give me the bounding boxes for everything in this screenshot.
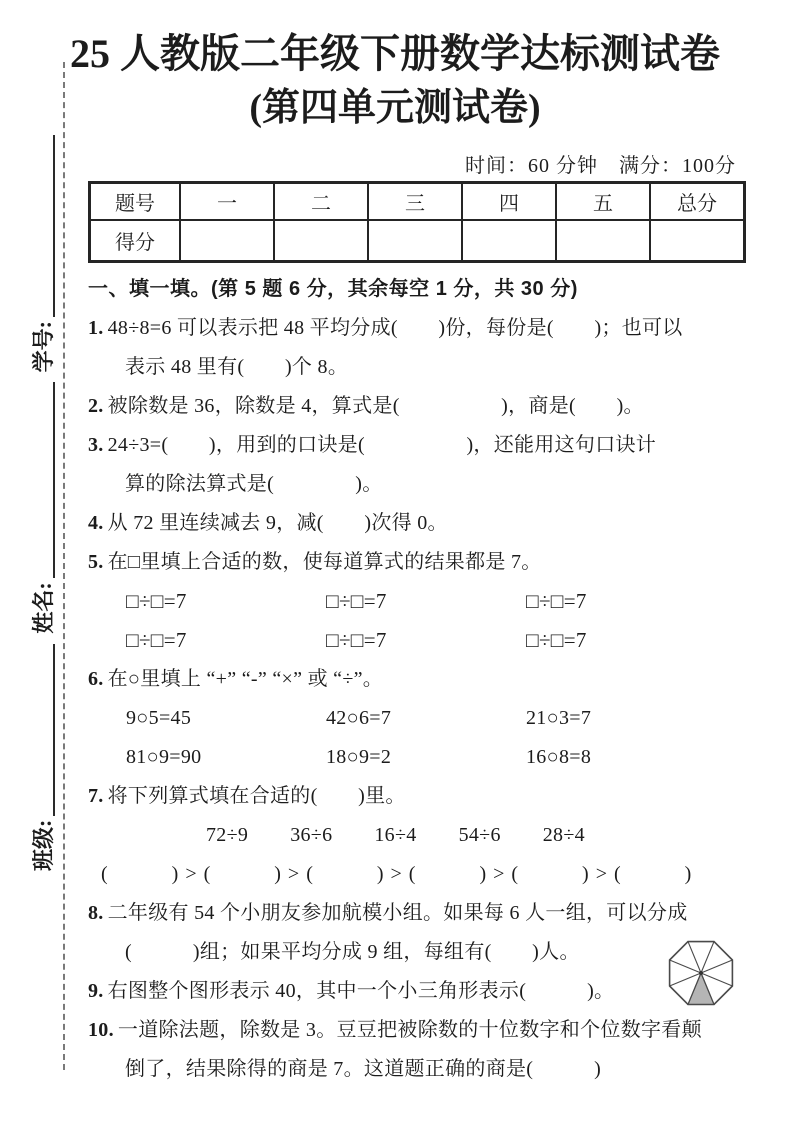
shaded-triangle [688,973,714,1004]
question-number: 1. [88,317,104,339]
circle-equation: 9○5=45 [126,707,192,729]
question-7-line-1 [88,777,756,816]
class-label: 班级: [30,819,56,871]
question-10-line-2: 倒了，结果除得的商是 7。这道题正确的商是( ) [125,1058,602,1080]
score-cell [274,220,368,262]
box-equation: □÷□=7 [126,589,187,613]
circle-equation: 42○6=7 [326,707,392,729]
question-5-equation-row-1 [88,582,756,621]
question-1-line-1 [88,309,756,348]
question-number: 9. [88,980,104,1002]
score-row-label: 得分 [90,220,181,262]
score-table [88,181,746,263]
question-text: 右图整个图形表示 40，其中一个小三角形表示( )。 [107,980,615,1002]
octagon-figure [661,933,741,1018]
score-cell [180,220,274,262]
octagon-center-dot [699,971,703,975]
question-number-header: 题号 [90,183,181,221]
question-number: 8. [88,902,104,924]
score-table-header-row [90,183,745,221]
circle-equation: 21○3=7 [526,707,592,729]
question-text: 被除数是 36，除数是 4，算式是( )，商是( )。 [107,395,644,417]
circle-equation: 18○9=2 [326,746,392,768]
division-expression: 54÷6 [458,824,501,846]
box-equation: □÷□=7 [526,589,587,613]
question-text: 将下列算式填在合适的( )里。 [107,785,406,807]
question-6-equation-row-1 [88,699,756,738]
division-expression: 16÷4 [374,824,417,846]
question-number: 3. [88,434,104,456]
question-7-answer-row: ( ) > ( ) > ( ) > ( ) > ( ) > ( ) [101,863,693,885]
question-2-line-1 [88,387,756,426]
score-cell [556,220,650,262]
score-table-score-row [90,220,745,262]
division-expression: 36÷6 [290,824,333,846]
box-equation: □÷□=7 [326,589,387,613]
score-table-header-cell: 一 [180,183,274,221]
class-blank-line [29,644,55,816]
question-9-line-1 [88,972,756,1011]
score-cell [650,220,745,262]
question-3-line-2: 算的除法算式是( )。 [125,473,383,495]
question-6-line-1 [88,660,756,699]
question-5-equation-row-2 [88,621,756,660]
seal-margin [27,108,57,908]
time-and-score-info: 时间：60 分钟 满分：100分 [465,155,736,177]
question-text: 在○里填上 “+” “-” “×” 或 “÷”。 [107,668,384,690]
score-cell [462,220,556,262]
box-equation: □÷□=7 [126,628,187,652]
question-text: 24÷3=( )，用到的口诀是( )，还能用这句口诀计 [107,434,657,456]
question-number: 2. [88,395,104,417]
circle-equation: 81○9=90 [126,746,202,768]
paper-title: 25 人教版二年级下册数学达标测试卷 [70,31,720,76]
question-text: 在□里填上合适的数，使每道算式的结果都是 7。 [107,551,542,573]
question-text: 二年级有 54 个小朋友参加航模小组。如果每 6 人一组，可以分成 [107,902,688,924]
question-text: 一道除法题，除数是 3。豆豆把被除数的十位数字和个位数字看颠 [117,1019,702,1041]
question-5-line-1 [88,543,756,582]
score-table-header-cell: 总分 [650,183,745,221]
name-blank-line [29,382,55,578]
score-table-header-cell: 三 [368,183,462,221]
question-text: 从 72 里连续减去 9，减( )次得 0。 [107,512,448,534]
question-7-expressions [88,816,756,855]
question-number: 6. [88,668,104,690]
section-heading: 一、填一填。(第 5 题 6 分，其余每空 1 分，共 30 分) [88,278,578,300]
question-number: 5. [88,551,104,573]
student-id-blank-line [29,135,55,317]
question-3-line-1 [88,426,756,465]
seal-dashed-line [63,62,65,1070]
question-number: 4. [88,512,104,534]
student-id-label: 学号: [30,321,56,373]
name-label: 姓名: [30,582,56,634]
score-table-header-cell: 四 [462,183,556,221]
box-equation: □÷□=7 [326,628,387,652]
question-1-line-2: 表示 48 里有( )个 8。 [125,356,349,378]
question-4-line-1 [88,504,756,543]
division-expression: 72÷9 [206,824,249,846]
question-number: 7. [88,785,104,807]
question-text: 48÷8=6 可以表示把 48 平均分成( )份，每份是( )；也可以 [107,317,683,339]
paper-subtitle: (第四单元测试卷) [249,87,541,129]
score-table-header-cell: 五 [556,183,650,221]
question-6-equation-row-2 [88,738,756,777]
score-cell [368,220,462,262]
question-10-line-1 [88,1011,756,1050]
question-8-line-1 [88,894,756,933]
score-table-header-cell: 二 [274,183,368,221]
box-equation: □÷□=7 [526,628,587,652]
question-8-line-2: ( )组；如果平均分成 9 组，每组有( )人。 [125,941,580,963]
section-fill-in-the-blanks [88,270,756,1089]
division-expression: 28÷4 [542,824,585,846]
question-number: 10. [88,1019,114,1041]
circle-equation: 16○8=8 [526,746,592,768]
